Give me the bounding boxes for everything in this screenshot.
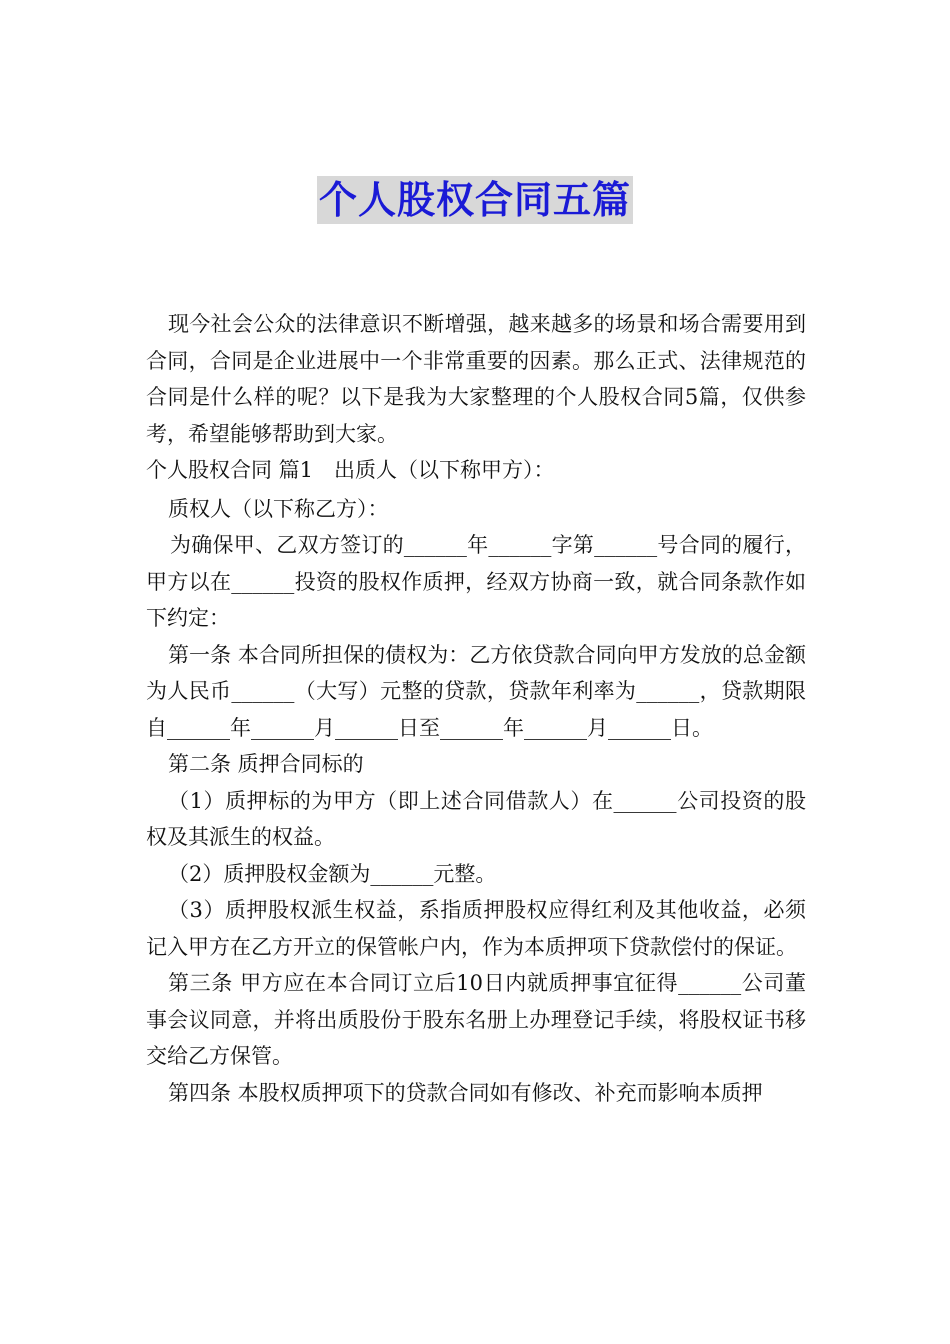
article-2-item-2: （2）质押股权金额为______元整。 [168, 861, 497, 886]
article-2-item-3: （3）质押股权派生权益，系指质押股权应得红利及其他收益，必须记入甲方在乙方开立的保管帐户内，作为本质押项下贷款偿付的保证。 [146, 898, 806, 959]
intro-paragraph: 现今社会公众的法律意识不断增强，越来越多的场景和场合需要用到合同，合同是企业进展中一个非常重要的因素。那么正式、法律规范的合同是什么样的呢？以下是我为大家整理的个人股权合同5篇，仅供参考，希望能够帮助到大家。 [146, 312, 806, 446]
article-4: 第四条 本股权质押项下的贷款合同如有修改、补充而影响本质押 [168, 1080, 763, 1105]
contract-heading-line: 个人股权合同 篇1 出质人（以下称甲方）： [146, 458, 555, 482]
article-2-heading: 第二条 质押合同标的 [168, 752, 364, 776]
article-3: 第三条 甲方应在本合同订立后10日内就质押事宜征得______公司董事会议同意，并将出质股份于股东名册上办理登记手续，将股权证书移交给乙方保管。 [146, 971, 806, 1068]
pledgee-line: 质权人（以下称乙方）： [168, 496, 389, 521]
document-body [146, 306, 806, 1111]
title-wrap [0, 176, 950, 224]
article-2-item-1: （1）质押标的为甲方（即上述合同借款人）在______公司投资的股权及其派生的权益。 [146, 788, 806, 849]
purpose-paragraph: 为确保甲、乙双方签订的______年______字第______号合同的履行，甲方以在______投资的股权作质押，经双方协商一致，就合同条款作如下约定： [146, 533, 806, 630]
document-title: 个人股权合同五篇 [318, 178, 631, 222]
article-1: 第一条 本合同所担保的债权为：乙方依贷款合同向甲方发放的总金额为人民币______（大写）元整的贷款，贷款年利率为______，贷款期限自______年______月______日至______年______月______日。 [146, 642, 806, 740]
